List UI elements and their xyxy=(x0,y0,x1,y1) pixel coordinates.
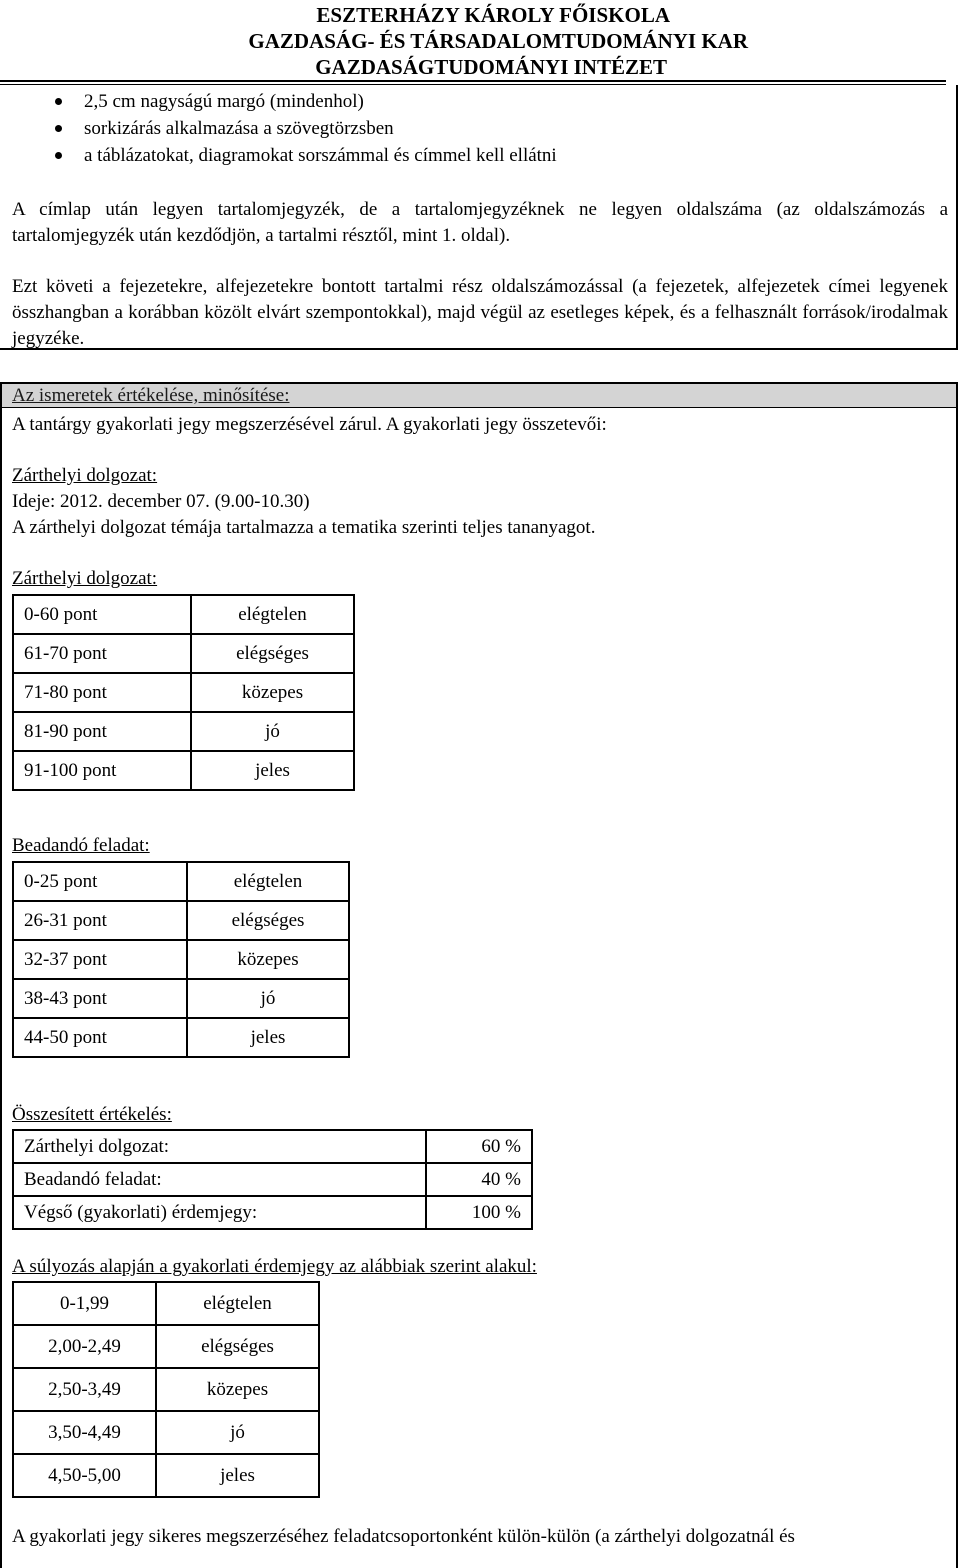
table-row xyxy=(13,1325,319,1368)
final-line: A gyakorlati jegy sikeres megszerzéséhez feladatcsoportonként külön-külön (a zárthelyi dolgozatnál és xyxy=(12,1526,795,1547)
header-rule xyxy=(0,80,946,82)
table-cell: 3,50-4,49 xyxy=(13,1411,156,1454)
header-faculty: GAZDASÁG- ÉS TÁRSADALOMTUDOMÁNYI KAR xyxy=(248,29,748,53)
table-cell: jó xyxy=(187,979,349,1018)
table-cell: 2,50-3,49 xyxy=(13,1368,156,1411)
table-cell: közepes xyxy=(191,673,354,712)
midterm-topic: A zárthelyi dolgozat témája tartalmazza a tematika szerinti teljes tananyagot. xyxy=(12,517,596,538)
table-cell: jó xyxy=(191,712,354,751)
table-cell: 0-25 pont xyxy=(13,862,187,901)
table-cell: 100 % xyxy=(426,1196,532,1229)
table-cell: jeles xyxy=(156,1454,319,1497)
table-row xyxy=(13,1454,319,1497)
table-cell: Zárthelyi dolgozat: xyxy=(13,1130,426,1163)
assignment-grade-table xyxy=(12,861,350,1058)
table-cell: 60 % xyxy=(426,1130,532,1163)
table-cell: Végső (gyakorlati) érdemjegy: xyxy=(13,1196,426,1229)
table-cell: 91-100 pont xyxy=(13,751,191,790)
midterm-grade-table xyxy=(12,594,355,791)
table-cell: 81-90 pont xyxy=(13,712,191,751)
weighting-grade-table xyxy=(12,1281,320,1498)
table-row xyxy=(13,1368,319,1411)
table-cell: elégtelen xyxy=(187,862,349,901)
table-row xyxy=(13,634,354,673)
bullet-item: a táblázatokat, diagramokat sorszámmal és címmel kell ellátni xyxy=(84,142,557,169)
header-institute: GAZDASÁGTUDOMÁNYI INTÉZET xyxy=(315,55,667,79)
table-cell: 40 % xyxy=(426,1163,532,1196)
table-cell: 26-31 pont xyxy=(13,901,187,940)
table-cell: Beadandó feladat: xyxy=(13,1163,426,1196)
table-cell: elégtelen xyxy=(156,1282,319,1325)
table-row xyxy=(13,1163,532,1196)
summary-heading: Összesített értékelés: xyxy=(12,1104,172,1125)
midterm-date: Ideje: 2012. december 07. (9.00-10.30) xyxy=(12,491,310,512)
table-cell: 32-37 pont xyxy=(13,940,187,979)
table-row xyxy=(13,901,349,940)
table-row xyxy=(13,1196,532,1229)
midterm-grades-heading: Zárthelyi dolgozat: xyxy=(12,568,158,589)
table-cell: jó xyxy=(156,1411,319,1454)
table-cell: jeles xyxy=(187,1018,349,1057)
table-cell: 44-50 pont xyxy=(13,1018,187,1057)
table-cell: jeles xyxy=(191,751,354,790)
table-cell: 4,50-5,00 xyxy=(13,1454,156,1497)
page-header xyxy=(0,0,960,80)
paragraph-toc: A címlap után legyen tartalomjegyzék, de a tartalomjegyzéknek ne legyen oldalszáma (az oldalszámozás a tartalomjegyzék után kezdődjön, a tartalmi résztől, mint 1. oldal). xyxy=(12,199,948,246)
table-cell: 0-1,99 xyxy=(13,1282,156,1325)
assignment-heading: Beadandó feladat: xyxy=(12,835,150,856)
weighting-heading: A súlyozás alapján a gyakorlati érdemjegy az alábbiak szerint alakul: xyxy=(12,1256,537,1277)
table-cell: közepes xyxy=(187,940,349,979)
table-cell: elégtelen xyxy=(191,595,354,634)
paragraph-content: Ezt követi a fejezetekre, alfejezetekre bontott tartalmi rész oldalszámozással (a fejezetek, alfejezetek címei legyenek összhangban a korábban közölt elvárt szempontokkal), majd végül az esetleges képek, és a felhasznált források/irodalmak jegyzéke. xyxy=(12,276,948,349)
table-row xyxy=(13,712,354,751)
table-row xyxy=(13,1130,532,1163)
table-row xyxy=(13,673,354,712)
table-row xyxy=(13,1018,349,1057)
table-row xyxy=(13,862,349,901)
table-cell: 38-43 pont xyxy=(13,979,187,1018)
table-cell: 61-70 pont xyxy=(13,634,191,673)
summary-table xyxy=(12,1129,533,1230)
table-cell: 71-80 pont xyxy=(13,673,191,712)
table-cell: elégséges xyxy=(156,1325,319,1368)
table-cell: 0-60 pont xyxy=(13,595,191,634)
assessment-intro: A tantárgy gyakorlati jegy megszerzésével zárul. A gyakorlati jegy összetevői: xyxy=(12,414,607,435)
table-row xyxy=(13,1411,319,1454)
table-row xyxy=(13,940,349,979)
table-cell: közepes xyxy=(156,1368,319,1411)
midterm-heading: Zárthelyi dolgozat: xyxy=(12,465,158,486)
table-row xyxy=(13,979,349,1018)
table-cell: elégséges xyxy=(187,901,349,940)
table-row xyxy=(13,595,354,634)
table-cell: 2,00-2,49 xyxy=(13,1325,156,1368)
bullet-item: sorkizárás alkalmazása a szövegtörzsben xyxy=(84,115,394,142)
header-institution: ESZTERHÁZY KÁROLY FŐISKOLA xyxy=(316,3,670,27)
table-row xyxy=(13,751,354,790)
section-title: Az ismeretek értékelése, minősítése: xyxy=(12,385,290,406)
table-row xyxy=(13,1282,319,1325)
bullet-item: 2,5 cm nagyságú margó (mindenhol) xyxy=(84,88,364,115)
table-cell: elégséges xyxy=(191,634,354,673)
